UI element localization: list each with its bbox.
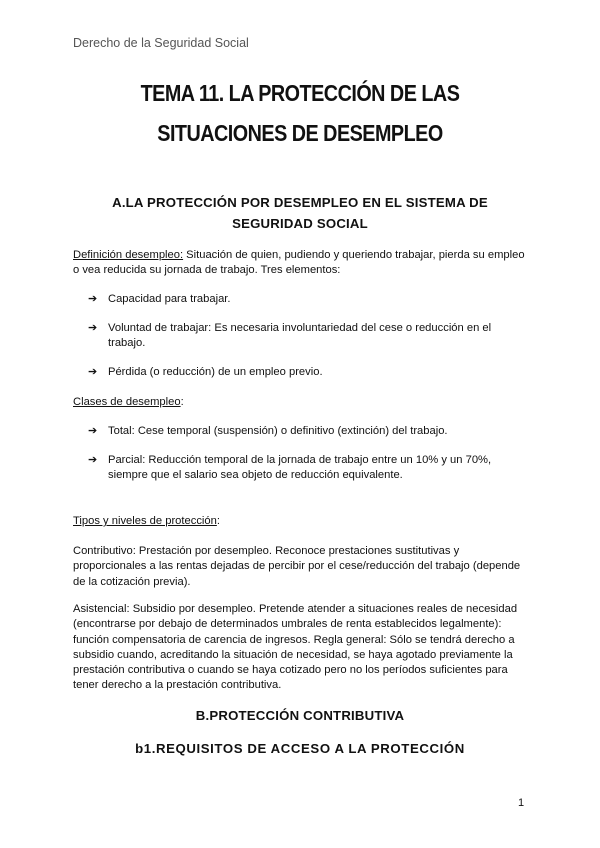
section-a-heading-line-1: A.LA PROTECCIÓN POR DESEMPLEO EN EL SISTEMA DE (112, 195, 488, 210)
arrow-right-icon: ➔ (88, 454, 98, 466)
clases-colon: : (180, 396, 184, 408)
tipos-heading (73, 514, 533, 529)
paragraph-line: de la cotización previa). (73, 575, 191, 588)
list-item-text: Parcial: Reducción temporal de la jornada de trabajo entre un 10% y un 70%, (108, 454, 492, 466)
definicion-label: Definición desempleo: (73, 249, 184, 261)
definicion-text-line-1: Situación de quien, pudiendo y queriendo trabajar, pierda su empleo (183, 249, 525, 261)
paragraph-line: prestación contributiva o cuando se haya cotizado pero no los períodos suficientes para (73, 664, 508, 677)
asistencial-paragraph (73, 602, 533, 694)
page-number: 1 (518, 797, 525, 809)
section-a-heading-line-2: SEGURIDAD SOCIAL (232, 216, 368, 231)
paragraph-line: Asistencial: Subsidio por desempleo. Pretende atender a situaciones reales de necesidad (73, 603, 518, 615)
list-item-text: Voluntad de trabajar: Es necesaria involuntariedad del cese o reducción en el (108, 322, 492, 334)
contributivo-paragraph (73, 544, 533, 590)
arrow-right-icon: ➔ (88, 322, 98, 334)
paragraph-line: función compensatoria de carencia de ingresos. Regla general: Sólo se tendrá derecho a (73, 633, 515, 646)
tipos-colon: : (216, 515, 220, 527)
arrow-right-icon: ➔ (88, 293, 98, 305)
section-b-heading: B.PROTECCIÓN CONTRIBUTIVA (195, 708, 405, 723)
list-item-text: Pérdida (o reducción) de un empleo previo. (108, 366, 323, 378)
document-title-line-2: SITUACIONES DE DESEMPLEO (157, 120, 443, 146)
list-item-text-cont: trabajo. (108, 337, 146, 350)
document-title-line-1: TEMA 11. LA PROTECCIÓN DE LAS (140, 80, 460, 106)
page-header: Derecho de la Seguridad Social (73, 36, 249, 50)
arrow-right-icon: ➔ (88, 366, 98, 378)
section-b1-heading: b1.REQUISITOS DE ACCESO A LA PROTECCIÓN (135, 741, 465, 756)
tipos-label: Tipos y niveles de protección (73, 515, 217, 527)
clases-label: Clases de desempleo (73, 396, 181, 408)
paragraph-line: proporcionales a las rentas dejadas de percibir por el cese/reducción del trabajo (depende (73, 560, 521, 573)
paragraph-line: tener derecho a la prestación contributiva. (73, 679, 282, 692)
arrow-right-icon: ➔ (88, 425, 98, 437)
clases-heading (73, 395, 533, 410)
paragraph-line: subsidio cuando, acreditando la situación de necesidad, se haya agotado previamente la (73, 648, 513, 661)
list-item-text-cont: siempre que el salario sea objeto de reducción equivalente. (108, 469, 403, 482)
paragraph-line: (encontrarse por debajo de determinados umbrales de renta establecidos legalmente): (73, 618, 502, 631)
definicion-paragraph (73, 248, 533, 279)
paragraph-line: Contributivo: Prestación por desempleo. Reconoce prestaciones sustitutivas y (73, 545, 460, 557)
list-item-text: Capacidad para trabajar. (108, 293, 231, 305)
definicion-text-line-2: o vea reducida su jornada de trabajo. Tres elementos: (73, 264, 341, 277)
list-item-text: Total: Cese temporal (suspensión) o definitivo (extinción) del trabajo. (108, 425, 448, 437)
